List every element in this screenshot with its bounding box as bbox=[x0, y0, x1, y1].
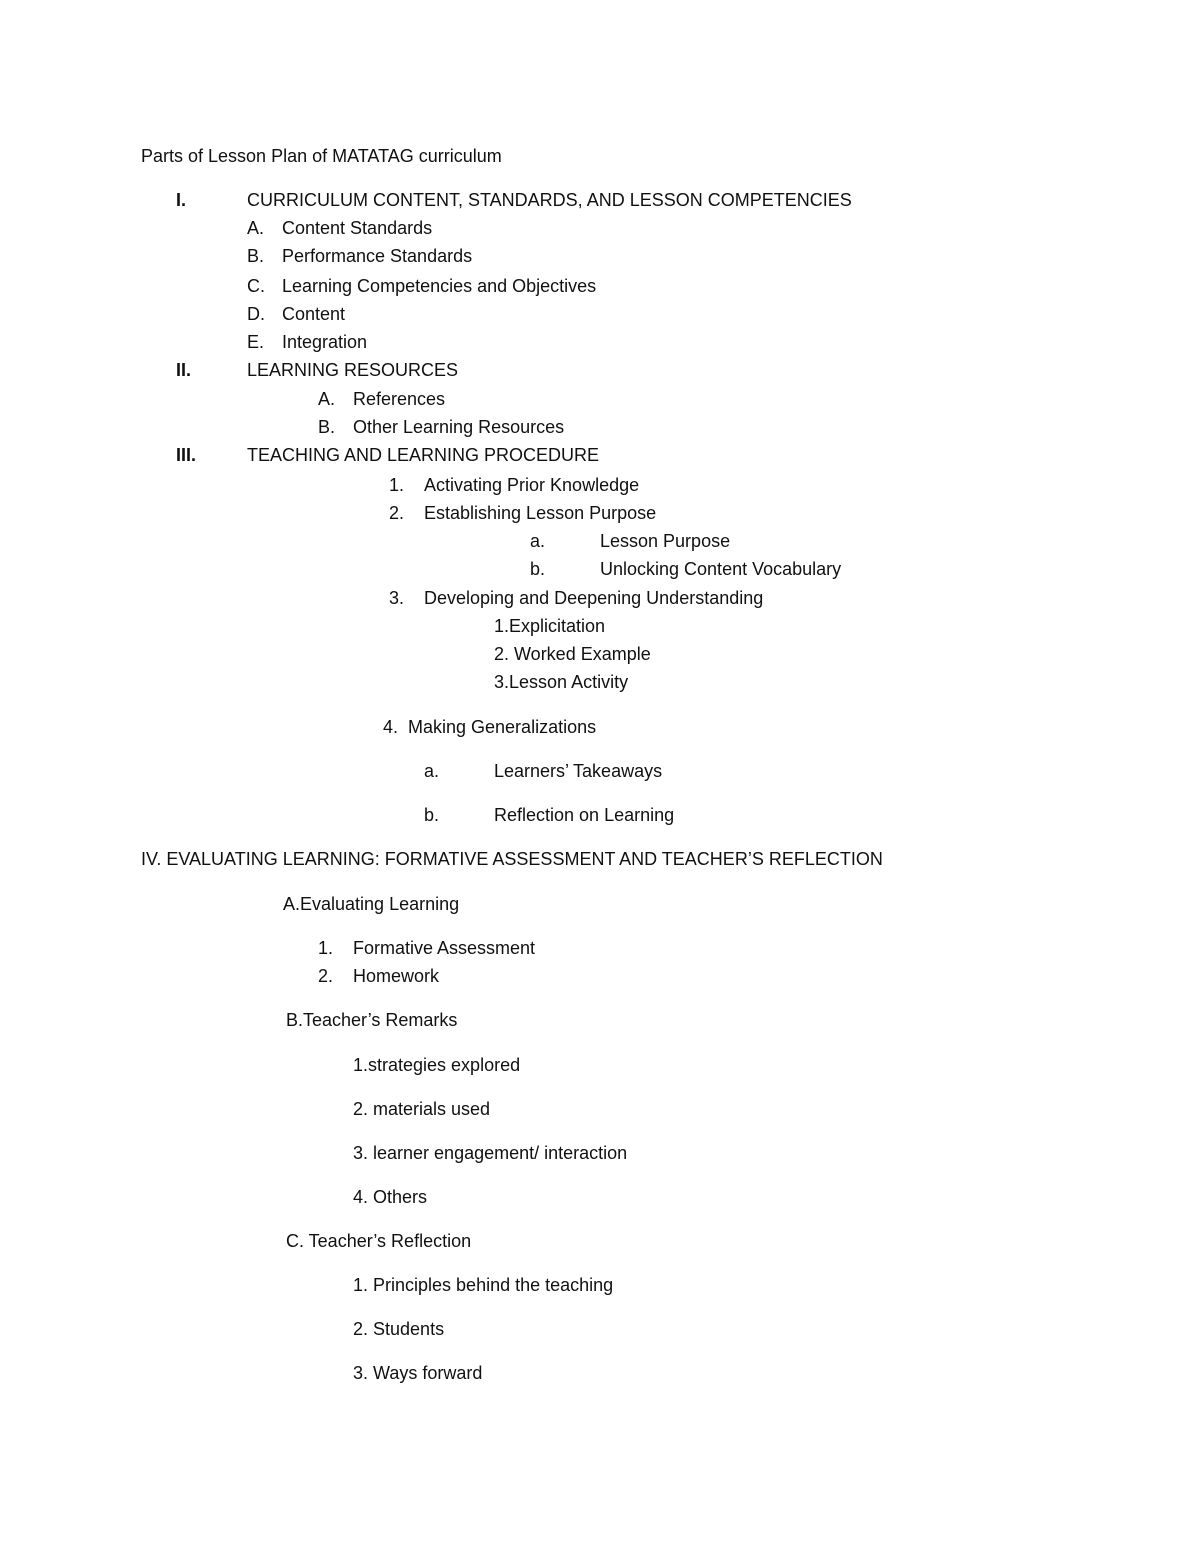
step-4-sub-text: Learners’ Takeaways bbox=[494, 761, 663, 781]
section-2-item-marker: B. bbox=[318, 417, 336, 437]
section-2-marker: II. bbox=[176, 360, 192, 380]
step-4-sub-marker: b. bbox=[424, 805, 440, 825]
part-b-item: 1.strategies explored bbox=[353, 1055, 521, 1075]
step-2-sub-text: Lesson Purpose bbox=[600, 531, 731, 551]
step-3-sub: 1.Explicitation bbox=[494, 616, 606, 636]
section-1-item-text: Content Standards bbox=[282, 218, 433, 238]
section-1-item-text: Learning Competencies and Objectives bbox=[282, 276, 597, 296]
part-b-heading: B.Teacher’s Remarks bbox=[286, 1010, 458, 1030]
section-3-heading: TEACHING AND LEARNING PROCEDURE bbox=[247, 445, 600, 465]
section-4-heading: IV. EVALUATING LEARNING: FORMATIVE ASSESSMENT AND TEACHER’S REFLECTION bbox=[141, 849, 883, 869]
section-2-heading: LEARNING RESOURCES bbox=[247, 360, 459, 380]
part-b-item: 3. learner engagement/ interaction bbox=[353, 1143, 628, 1163]
part-c-item: 1. Principles behind the teaching bbox=[353, 1275, 614, 1295]
section-3-marker: III. bbox=[176, 445, 197, 465]
step-1-marker: 1. bbox=[389, 475, 405, 495]
step-4-marker: 4. bbox=[383, 717, 399, 737]
part-c-item: 2. Students bbox=[353, 1319, 445, 1339]
section-1-item-text: Content bbox=[282, 304, 346, 324]
part-a-item-text: Formative Assessment bbox=[353, 938, 536, 958]
step-3-marker: 3. bbox=[389, 588, 405, 608]
part-a-item-marker: 2. bbox=[318, 966, 334, 986]
part-a-heading: A.Evaluating Learning bbox=[283, 894, 460, 914]
step-4-text: Making Generalizations bbox=[408, 717, 597, 737]
part-a-item-text: Homework bbox=[353, 966, 440, 986]
part-b-item: 4. Others bbox=[353, 1187, 428, 1207]
part-c-heading: C. Teacher’s Reflection bbox=[286, 1231, 472, 1251]
document-title: Parts of Lesson Plan of MATATAG curriculum bbox=[141, 146, 502, 166]
section-2-item-marker: A. bbox=[318, 389, 336, 409]
step-2-marker: 2. bbox=[389, 503, 405, 523]
step-4-sub-text: Reflection on Learning bbox=[494, 805, 675, 825]
step-1-text: Activating Prior Knowledge bbox=[424, 475, 640, 495]
step-3-sub: 2. Worked Example bbox=[494, 644, 651, 664]
section-1-item-marker: A. bbox=[247, 218, 265, 238]
section-1-item-marker: D. bbox=[247, 304, 265, 324]
part-b-item: 2. materials used bbox=[353, 1099, 491, 1119]
step-2-sub-marker: a. bbox=[530, 531, 546, 551]
step-4-sub-marker: a. bbox=[424, 761, 440, 781]
part-a-item-marker: 1. bbox=[318, 938, 334, 958]
section-2-item-text: References bbox=[353, 389, 446, 409]
section-1-marker: I. bbox=[176, 190, 187, 210]
section-1-item-text: Integration bbox=[282, 332, 368, 352]
section-1-item-marker: C. bbox=[247, 276, 265, 296]
section-1-heading: CURRICULUM CONTENT, STANDARDS, AND LESSON COMPETENCIES bbox=[247, 190, 852, 210]
section-1-item-marker: B. bbox=[247, 246, 265, 266]
step-3-text: Developing and Deepening Understanding bbox=[424, 588, 764, 608]
section-1-item-text: Performance Standards bbox=[282, 246, 473, 266]
section-1-item-marker: E. bbox=[247, 332, 265, 352]
part-c-item: 3. Ways forward bbox=[353, 1363, 483, 1383]
step-2-sub-marker: b. bbox=[530, 559, 546, 579]
section-2-item-text: Other Learning Resources bbox=[353, 417, 565, 437]
step-2-sub-text: Unlocking Content Vocabulary bbox=[600, 559, 842, 579]
step-2-text: Establishing Lesson Purpose bbox=[424, 503, 657, 523]
step-3-sub: 3.Lesson Activity bbox=[494, 672, 629, 692]
